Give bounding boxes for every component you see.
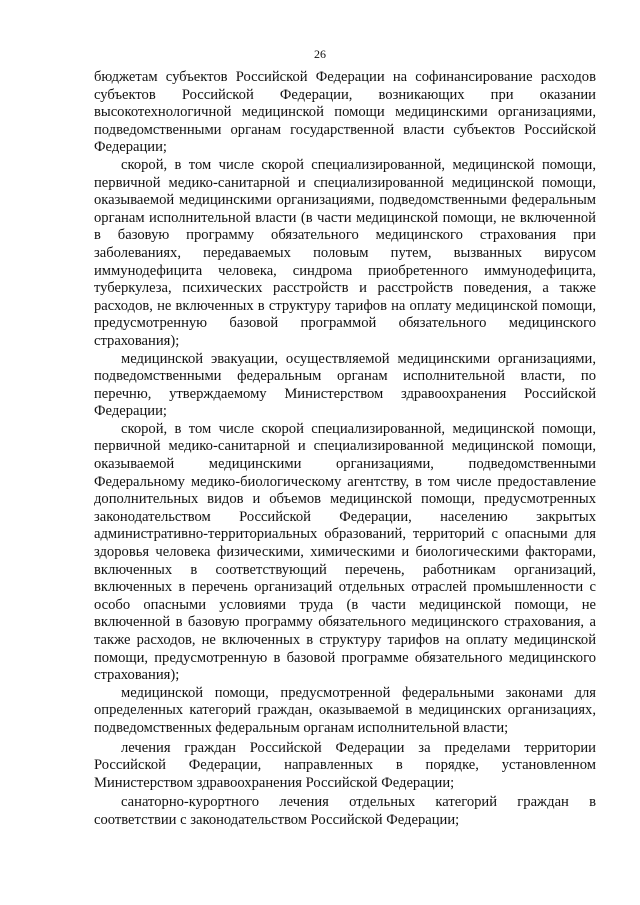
paragraph-2: скорой, в том числе скорой специализированной, медицинской помощи, первичной медико-санитарной и специализированной медицинской помощи, оказываемой медицинскими организациями, подведомственными федеральным органам исполнительной власти (в части медицинской помощи, не включенной в базовую программу обязательного медицинского страхования при заболеваниях, передаваемых половым путем, вызванных вирусом иммунодефицита человека, синдрома приобретенного иммунодефицита, туберкулеза, психических расстройств и расстройств поведения, а также расходов, не включенных в структуру тарифов на оплату медицинской помощи, предусмотренную базовой программой обязательного медицинского страхования);: [94, 156, 596, 349]
paragraph-1: бюджетам субъектов Российской Федерации на софинансирование расходов субъектов Российской Федерации, возникающих при оказании высокотехнологичной медицинской помощи медицинскими организациями, подведомственными органам государственной власти субъектов Российской Федерации;: [94, 69, 596, 156]
paragraph-5: медицинской помощи, предусмотренной федеральными законами для определенных категорий граждан, оказываемой в медицинских организациях, подведомственных федеральным органам исполнительной власти;: [94, 684, 596, 736]
paragraph-6: лечения граждан Российской Федерации за пределами территории Российской Федерации, направленных в порядке, установленном Министерством здравоохранения Российской Федерации;: [94, 739, 596, 791]
paragraph-7: санаторно-курортного лечения отдельных категорий граждан в соответствии с законодательством Российской Федерации;: [94, 794, 596, 828]
page-number: 26: [314, 47, 326, 61]
document-body: [94, 69, 596, 830]
paragraph-4: скорой, в том числе скорой специализированной, медицинской помощи, первичной медико-санитарной и специализированной медицинской помощи, оказываемой медицинскими организациями, подведомственными Федеральному медико-биологическому агентству, в том числе предоставление дополнительных видов и объемов медицинской помощи, предусмотренных законодательством Российской Федерации, населению закрытых административно-территориальных образований, территорий с опасными для здоровья человека физическими, химическими и биологическими факторами, включенных в соответствующий перечень, работникам организаций, включенных в перечень организаций отдельных отраслей промышленности с особо опасными условиями труда (в части медицинской помощи, не включенной в базовую программу обязательного медицинского страхования, а также расходов, не включенных в структуру тарифов на оплату медицинской помощи, предусмотренную в базовой программе обязательного медицинского страхования);: [94, 420, 596, 684]
paragraph-3: медицинской эвакуации, осуществляемой медицинскими организациями, подведомственными федеральным органам исполнительной власти, по перечню, утверждаемому Министерством здравоохранения Российской Федерации;: [94, 350, 596, 420]
